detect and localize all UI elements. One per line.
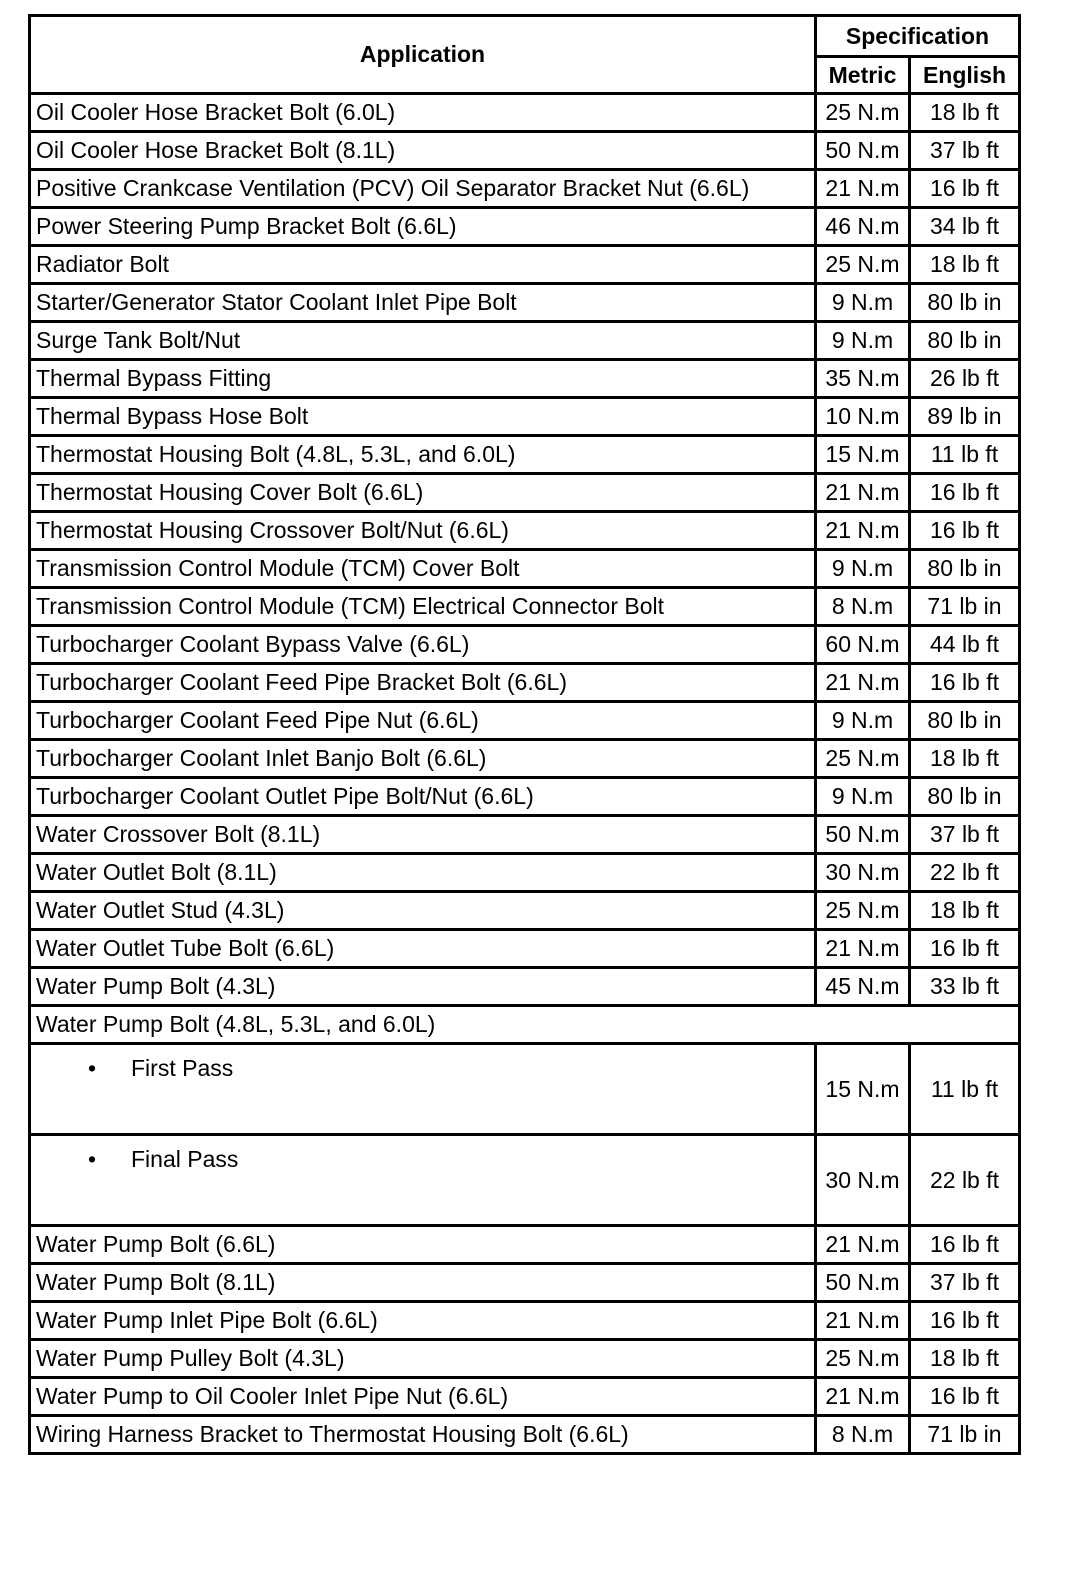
header-row	[30, 16, 1020, 57]
application-cell: Turbocharger Coolant Feed Pipe Nut (6.6L)	[30, 702, 816, 740]
table-row	[30, 778, 1020, 816]
metric-cell: 25 N.m	[816, 94, 910, 132]
metric-cell: 60 N.m	[816, 626, 910, 664]
application-cell: Transmission Control Module (TCM) Cover Bolt	[30, 550, 816, 588]
metric-cell: 8 N.m	[816, 1416, 910, 1454]
application-cell: Thermostat Housing Bolt (4.8L, 5.3L, and 6.0L)	[30, 436, 816, 474]
torque-spec-table	[28, 14, 1021, 1455]
group-row	[30, 1006, 1020, 1044]
metric-cell: 8 N.m	[816, 588, 910, 626]
application-cell: Water Outlet Tube Bolt (6.6L)	[30, 930, 816, 968]
application-cell: Power Steering Pump Bracket Bolt (6.6L)	[30, 208, 816, 246]
table-row	[30, 208, 1020, 246]
table-row	[30, 740, 1020, 778]
metric-cell: 25 N.m	[816, 1340, 910, 1378]
english-cell: 16 lb ft	[910, 1378, 1020, 1416]
metric-cell: 25 N.m	[816, 246, 910, 284]
application-cell: Thermal Bypass Hose Bolt	[30, 398, 816, 436]
application-cell: Water Pump Pulley Bolt (4.3L)	[30, 1340, 816, 1378]
table-row	[30, 170, 1020, 208]
english-cell: 71 lb in	[910, 588, 1020, 626]
header-metric: Metric	[816, 57, 910, 94]
english-cell: 80 lb in	[910, 778, 1020, 816]
application-cell: Oil Cooler Hose Bracket Bolt (8.1L)	[30, 132, 816, 170]
metric-cell: 9 N.m	[816, 322, 910, 360]
metric-cell: 9 N.m	[816, 550, 910, 588]
sub-row-metric: 15 N.m	[816, 1044, 910, 1135]
sub-row-label-cell	[30, 1044, 816, 1135]
english-cell: 80 lb in	[910, 702, 1020, 740]
metric-cell: 25 N.m	[816, 892, 910, 930]
sub-row-label: Final Pass	[131, 1146, 239, 1172]
english-cell: 37 lb ft	[910, 132, 1020, 170]
metric-cell: 21 N.m	[816, 930, 910, 968]
table-row	[30, 664, 1020, 702]
english-cell: 18 lb ft	[910, 892, 1020, 930]
english-cell: 26 lb ft	[910, 360, 1020, 398]
metric-cell: 35 N.m	[816, 360, 910, 398]
english-cell: 11 lb ft	[910, 436, 1020, 474]
english-cell: 33 lb ft	[910, 968, 1020, 1006]
english-cell: 16 lb ft	[910, 512, 1020, 550]
table-row	[30, 892, 1020, 930]
english-cell: 37 lb ft	[910, 816, 1020, 854]
application-cell: Water Pump Bolt (6.6L)	[30, 1226, 816, 1264]
english-cell: 80 lb in	[910, 322, 1020, 360]
application-cell: Turbocharger Coolant Bypass Valve (6.6L)	[30, 626, 816, 664]
sub-row-first-pass	[30, 1044, 1020, 1135]
application-cell: Thermostat Housing Crossover Bolt/Nut (6.6L)	[30, 512, 816, 550]
application-cell: Water Pump to Oil Cooler Inlet Pipe Nut (6.6L)	[30, 1378, 816, 1416]
metric-cell: 9 N.m	[816, 284, 910, 322]
metric-cell: 9 N.m	[816, 702, 910, 740]
table-row	[30, 132, 1020, 170]
application-cell: Water Outlet Stud (4.3L)	[30, 892, 816, 930]
table-row	[30, 94, 1020, 132]
application-cell: Radiator Bolt	[30, 246, 816, 284]
application-cell: Water Pump Bolt (8.1L)	[30, 1264, 816, 1302]
metric-cell: 21 N.m	[816, 1302, 910, 1340]
bullet-icon: •	[88, 1055, 97, 1081]
english-cell: 16 lb ft	[910, 930, 1020, 968]
table-row	[30, 1302, 1020, 1340]
metric-cell: 46 N.m	[816, 208, 910, 246]
table-body-group	[30, 1006, 1020, 1226]
application-cell: Positive Crankcase Ventilation (PCV) Oil Separator Bracket Nut (6.6L)	[30, 170, 816, 208]
metric-cell: 50 N.m	[816, 132, 910, 170]
english-cell: 80 lb in	[910, 284, 1020, 322]
english-cell: 22 lb ft	[910, 854, 1020, 892]
application-cell: Surge Tank Bolt/Nut	[30, 322, 816, 360]
sub-row-final-pass	[30, 1135, 1020, 1226]
english-cell: 71 lb in	[910, 1416, 1020, 1454]
metric-cell: 50 N.m	[816, 1264, 910, 1302]
application-cell: Water Pump Bolt (4.3L)	[30, 968, 816, 1006]
metric-cell: 21 N.m	[816, 664, 910, 702]
english-cell: 16 lb ft	[910, 1226, 1020, 1264]
table-row	[30, 512, 1020, 550]
header-english: English	[910, 57, 1020, 94]
metric-cell: 30 N.m	[816, 854, 910, 892]
table-row	[30, 816, 1020, 854]
english-cell: 44 lb ft	[910, 626, 1020, 664]
application-cell: Oil Cooler Hose Bracket Bolt (6.0L)	[30, 94, 816, 132]
application-cell: Wiring Harness Bracket to Thermostat Housing Bolt (6.6L)	[30, 1416, 816, 1454]
table-body-a	[30, 94, 1020, 1006]
english-cell: 18 lb ft	[910, 246, 1020, 284]
application-cell: Transmission Control Module (TCM) Electrical Connector Bolt	[30, 588, 816, 626]
table-body-b	[30, 1226, 1020, 1454]
table-row	[30, 550, 1020, 588]
application-cell: Water Crossover Bolt (8.1L)	[30, 816, 816, 854]
sub-row-english: 22 lb ft	[910, 1135, 1020, 1226]
application-cell: Turbocharger Coolant Feed Pipe Bracket Bolt (6.6L)	[30, 664, 816, 702]
table-row	[30, 930, 1020, 968]
application-cell: Thermal Bypass Fitting	[30, 360, 816, 398]
metric-cell: 15 N.m	[816, 436, 910, 474]
header-specification: Specification	[816, 16, 1020, 57]
metric-cell: 21 N.m	[816, 474, 910, 512]
table-row	[30, 588, 1020, 626]
table-row	[30, 360, 1020, 398]
metric-cell: 45 N.m	[816, 968, 910, 1006]
metric-cell: 21 N.m	[816, 170, 910, 208]
table-row	[30, 702, 1020, 740]
table-row	[30, 322, 1020, 360]
english-cell: 18 lb ft	[910, 94, 1020, 132]
english-cell: 18 lb ft	[910, 1340, 1020, 1378]
application-cell: Turbocharger Coolant Outlet Pipe Bolt/Nut (6.6L)	[30, 778, 816, 816]
english-cell: 16 lb ft	[910, 170, 1020, 208]
table-row	[30, 246, 1020, 284]
sub-row-label-cell	[30, 1135, 816, 1226]
table-row	[30, 1378, 1020, 1416]
english-cell: 89 lb in	[910, 398, 1020, 436]
table-row	[30, 1416, 1020, 1454]
table-row	[30, 284, 1020, 322]
metric-cell: 25 N.m	[816, 740, 910, 778]
metric-cell: 21 N.m	[816, 1226, 910, 1264]
english-cell: 18 lb ft	[910, 740, 1020, 778]
english-cell: 16 lb ft	[910, 664, 1020, 702]
english-cell: 34 lb ft	[910, 208, 1020, 246]
bullet-icon: •	[88, 1146, 97, 1172]
torque-spec-table-container	[28, 14, 1018, 1455]
sub-row-metric: 30 N.m	[816, 1135, 910, 1226]
table-row	[30, 474, 1020, 512]
english-cell: 16 lb ft	[910, 474, 1020, 512]
metric-cell: 10 N.m	[816, 398, 910, 436]
english-cell: 80 lb in	[910, 550, 1020, 588]
table-row	[30, 968, 1020, 1006]
metric-cell: 21 N.m	[816, 1378, 910, 1416]
table-row	[30, 1340, 1020, 1378]
table-row	[30, 436, 1020, 474]
group-row-label: Water Pump Bolt (4.8L, 5.3L, and 6.0L)	[30, 1006, 1020, 1044]
table-row	[30, 854, 1020, 892]
application-cell: Water Outlet Bolt (8.1L)	[30, 854, 816, 892]
application-cell: Turbocharger Coolant Inlet Banjo Bolt (6.6L)	[30, 740, 816, 778]
english-cell: 16 lb ft	[910, 1302, 1020, 1340]
metric-cell: 21 N.m	[816, 512, 910, 550]
header-application: Application	[30, 16, 816, 94]
sub-row-english: 11 lb ft	[910, 1044, 1020, 1135]
table-row	[30, 1226, 1020, 1264]
metric-cell: 50 N.m	[816, 816, 910, 854]
table-row	[30, 626, 1020, 664]
metric-cell: 9 N.m	[816, 778, 910, 816]
application-cell: Starter/Generator Stator Coolant Inlet Pipe Bolt	[30, 284, 816, 322]
table-row	[30, 398, 1020, 436]
english-cell: 37 lb ft	[910, 1264, 1020, 1302]
sub-row-label: First Pass	[131, 1055, 234, 1081]
table-row	[30, 1264, 1020, 1302]
application-cell: Thermostat Housing Cover Bolt (6.6L)	[30, 474, 816, 512]
application-cell: Water Pump Inlet Pipe Bolt (6.6L)	[30, 1302, 816, 1340]
